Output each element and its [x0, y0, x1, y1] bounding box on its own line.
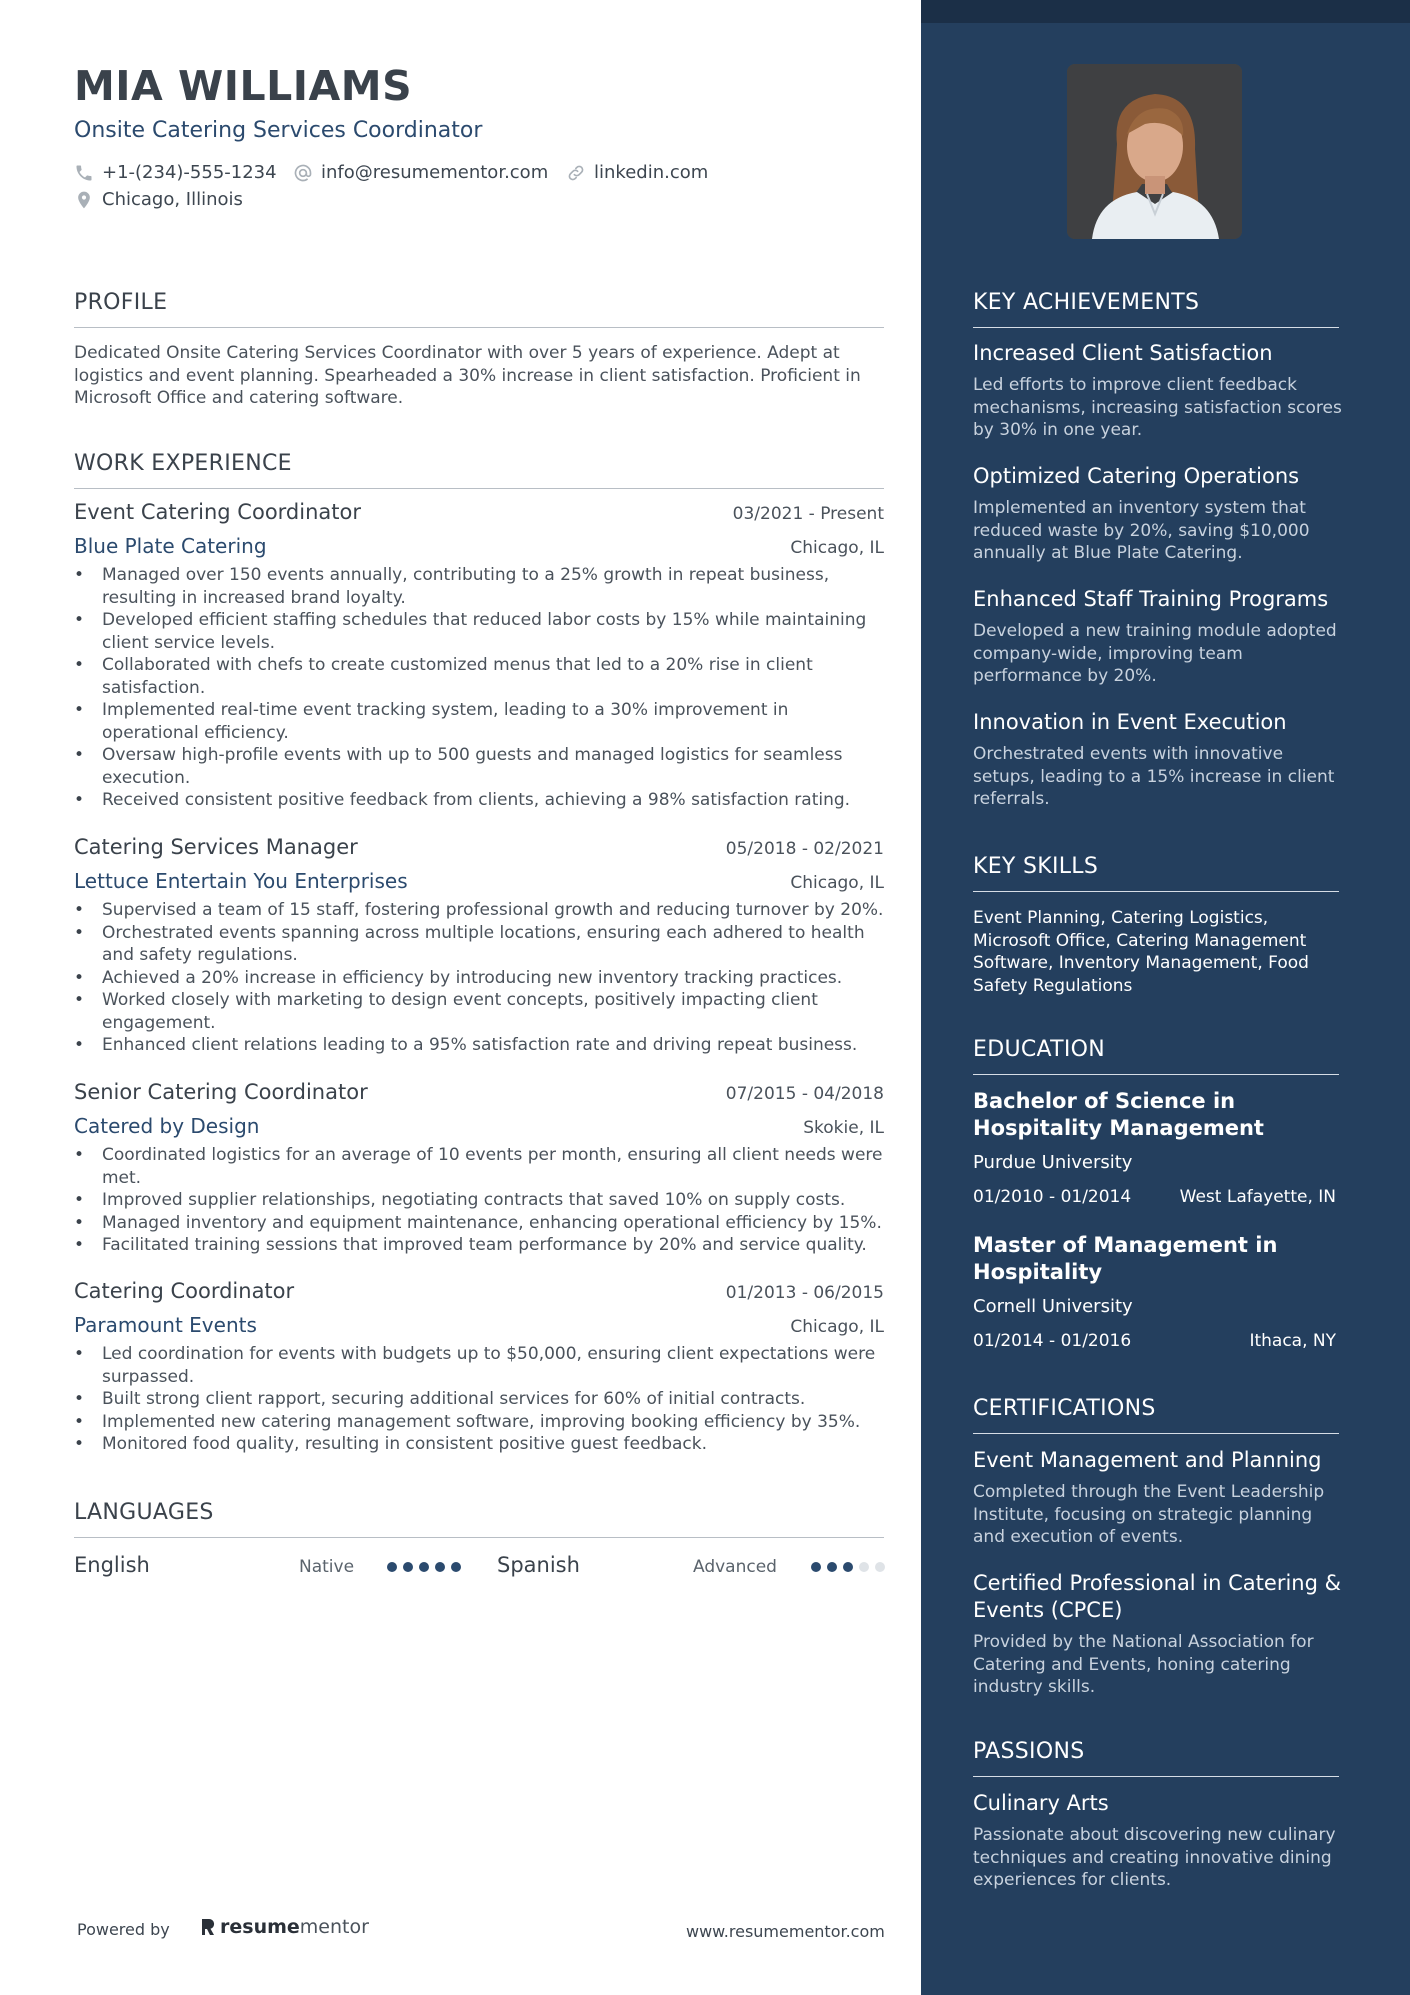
- job-bullets: [74, 1343, 884, 1456]
- education-heading: EDUCATION: [973, 1037, 1339, 1075]
- skills-heading: KEY SKILLS: [973, 854, 1339, 892]
- passions-heading: PASSIONS: [973, 1739, 1339, 1777]
- job-title: Catering Coordinator: [74, 1279, 295, 1303]
- phone-icon: [74, 163, 94, 183]
- linkedin-text[interactable]: linkedin.com: [594, 162, 709, 183]
- bullet-item: • Supervised a team of 15 staff, fostering professional growth and reducing turnover by 20%.: [74, 899, 884, 922]
- education-school: Cornell University: [973, 1296, 1133, 1317]
- bullet-item: • Orchestrated events spanning across multiple locations, ensuring each adhered to health and safety regulations.: [74, 922, 884, 967]
- achievement-title: Increased Client Satisfaction: [973, 341, 1273, 365]
- education-item: [973, 1088, 1343, 1207]
- language-level: Native: [299, 1557, 355, 1577]
- achievement-text: Orchestrated events with innovative setups, leading to a 15% increase in client referrals.: [973, 744, 1335, 809]
- link-icon: [566, 163, 586, 183]
- passion-text: Passionate about discovering new culinary techniques and creating innovative dining experiences for clients.: [973, 1825, 1336, 1890]
- bullet-item: • Developed efficient staffing schedules that reduced labor costs by 15% while maintaining client service levels.: [74, 609, 884, 654]
- education-location: Ithaca, NY: [1249, 1331, 1336, 1351]
- rating-dot-filled: [451, 1562, 461, 1572]
- certification-item: [973, 1447, 1343, 1549]
- contact-phone: [74, 162, 277, 183]
- job-entry: [74, 500, 884, 812]
- contact-linkedin[interactable]: [566, 162, 708, 183]
- bullet-item: • Oversaw high-profile events with up to 500 guests and managed logistics for seamless execution.: [74, 744, 884, 789]
- contact-email[interactable]: [293, 162, 548, 183]
- bullet-item: • Led coordination for events with budgets up to $50,000, ensuring client expectations were surpassed.: [74, 1343, 884, 1388]
- powered-by-label: Powered by: [77, 1920, 170, 1939]
- bullet-item: • Implemented new catering management software, improving booking efficiency by 35%.: [74, 1411, 884, 1434]
- resumementor-logo-icon: [199, 1917, 217, 1937]
- profile-summary: Dedicated Onsite Catering Services Coordinator with over 5 years of experience. Adept at logistics and event planning. Spearheaded a 30% increase in client satisfaction. Proficient in Microsoft Office and catering software.: [74, 343, 861, 408]
- achievement-title: Innovation in Event Execution: [973, 710, 1287, 734]
- certification-item: [973, 1570, 1343, 1699]
- bullet-item: • Improved supplier relationships, negotiating contracts that saved 10% on supply costs.: [74, 1189, 884, 1212]
- rating-dot-filled: [811, 1562, 821, 1572]
- bullet-item: • Collaborated with chefs to create customized menus that led to a 20% rise in client satisfaction.: [74, 654, 884, 699]
- certification-title: Event Management and Planning: [973, 1448, 1322, 1472]
- resumementor-logo: [199, 1916, 369, 1938]
- candidate-title: Onsite Catering Services Coordinator: [74, 118, 483, 143]
- education-school: Purdue University: [973, 1152, 1133, 1173]
- education-dates: 01/2010 - 01/2014: [973, 1187, 1132, 1207]
- profile-photo: [1067, 64, 1242, 239]
- achievement-text: Implemented an inventory system that reduced waste by 20%, saving $10,000 annually at Blue Plate Catering.: [973, 498, 1310, 563]
- at-icon: [293, 163, 313, 183]
- job-dates: 03/2021 - Present: [732, 504, 884, 524]
- rating-dot-filled: [827, 1562, 837, 1572]
- education-degree: Bachelor of Science in Hospitality Management: [973, 1089, 1264, 1140]
- rating-dot-empty: [875, 1562, 885, 1572]
- achievement-item: [973, 709, 1343, 811]
- achievement-title: Enhanced Staff Training Programs: [973, 587, 1329, 611]
- bullet-item: • Coordinated logistics for an average of 10 events per month, ensuring all client needs were met.: [74, 1144, 884, 1189]
- sidebar-top-band: [921, 0, 1410, 23]
- job-entry: [74, 1080, 884, 1257]
- job-location: Chicago, IL: [790, 1317, 884, 1337]
- bullet-item: • Managed inventory and equipment maintenance, enhancing operational efficiency by 15%.: [74, 1212, 884, 1235]
- logo-text-bold: resume: [220, 1916, 300, 1938]
- rating-dot-filled: [843, 1562, 853, 1572]
- bullet-item: • Facilitated training sessions that improved team performance by 20% and service quality.: [74, 1234, 884, 1257]
- language-rating: [811, 1562, 891, 1572]
- achievement-item: [973, 340, 1343, 442]
- bullet-item: • Worked closely with marketing to design event concepts, positively impacting client engagement.: [74, 989, 884, 1034]
- email-text[interactable]: info@resumementor.com: [321, 162, 549, 183]
- candidate-name: MIA WILLIAMS: [74, 62, 413, 110]
- job-dates: 01/2013 - 06/2015: [725, 1283, 884, 1303]
- job-entry: [74, 1279, 884, 1456]
- job-company: Paramount Events: [74, 1313, 257, 1337]
- job-company: Blue Plate Catering: [74, 534, 267, 558]
- rating-dot-filled: [387, 1562, 397, 1572]
- certification-title: Certified Professional in Catering & Events (CPCE): [973, 1571, 1341, 1622]
- job-title: Catering Services Manager: [74, 835, 358, 859]
- achievement-text: Developed a new training module adopted company-wide, improving team performance by 20%.: [973, 621, 1337, 686]
- job-bullets: [74, 1144, 884, 1257]
- languages-heading: LANGUAGES: [74, 1500, 884, 1538]
- profile-heading: PROFILE: [74, 290, 884, 328]
- portrait-image: [1067, 64, 1242, 239]
- job-dates: 07/2015 - 04/2018: [725, 1084, 884, 1104]
- job-bullets: [74, 564, 884, 812]
- rating-dot-filled: [419, 1562, 429, 1572]
- education-item: [973, 1232, 1343, 1351]
- language-level: Advanced: [693, 1557, 777, 1577]
- bullet-item: • Achieved a 20% increase in efficiency by introducing new inventory tracking practices.: [74, 967, 884, 990]
- bullet-item: • Implemented real-time event tracking system, leading to a 30% improvement in operational efficiency.: [74, 699, 884, 744]
- achievement-title: Optimized Catering Operations: [973, 464, 1300, 488]
- bullet-item: • Received consistent positive feedback from clients, achieving a 98% satisfaction rating.: [74, 789, 884, 812]
- bullet-item: • Monitored food quality, resulting in consistent positive guest feedback.: [74, 1433, 884, 1456]
- job-title: Event Catering Coordinator: [74, 500, 361, 524]
- job-title: Senior Catering Coordinator: [74, 1080, 368, 1104]
- job-location: Skokie, IL: [803, 1118, 884, 1138]
- languages-row: [74, 1553, 884, 1583]
- rating-dot-filled: [403, 1562, 413, 1572]
- rating-dot-empty: [859, 1562, 869, 1572]
- location-pin-icon: [74, 190, 94, 210]
- location-text: Chicago, Illinois: [102, 189, 243, 210]
- bullet-item: • Managed over 150 events annually, contributing to a 25% growth in repeat business, resulting in increased brand loyalty.: [74, 564, 884, 609]
- job-bullets: [74, 899, 884, 1057]
- education-degree: Master of Management in Hospitality: [973, 1233, 1278, 1284]
- job-company: Catered by Design: [74, 1114, 260, 1138]
- achievement-text: Led efforts to improve client feedback mechanisms, increasing satisfaction scores by 30% in one year.: [973, 375, 1342, 440]
- language-name: English: [74, 1553, 150, 1577]
- bullet-item: • Built strong client rapport, securing additional services for 60% of initial contracts.: [74, 1388, 884, 1411]
- job-entry: [74, 835, 884, 1057]
- passion-item: [973, 1790, 1343, 1892]
- job-dates: 05/2018 - 02/2021: [725, 839, 884, 859]
- job-location: Chicago, IL: [790, 538, 884, 558]
- education-location: West Lafayette, IN: [1179, 1187, 1336, 1207]
- logo-text-light: mentor: [299, 1916, 369, 1938]
- sidebar: [921, 0, 1410, 1995]
- skills-list: Event Planning, Catering Logistics, Microsoft Office, Catering Management Software, Inventory Management, Food Safety Regulations: [973, 908, 1309, 996]
- job-location: Chicago, IL: [790, 873, 884, 893]
- passion-title: Culinary Arts: [973, 1791, 1109, 1815]
- bullet-item: • Enhanced client relations leading to a 95% satisfaction rate and driving repeat business.: [74, 1034, 884, 1057]
- achievement-item: [973, 463, 1343, 565]
- achievements-heading: KEY ACHIEVEMENTS: [973, 290, 1339, 328]
- language-rating: [387, 1562, 467, 1572]
- certifications-heading: CERTIFICATIONS: [973, 1396, 1339, 1434]
- language-name: Spanish: [497, 1553, 580, 1577]
- phone-text: +1-(234)-555-1234: [102, 162, 277, 183]
- education-dates: 01/2014 - 01/2016: [973, 1331, 1132, 1351]
- experience-heading: WORK EXPERIENCE: [74, 451, 884, 489]
- footer-url[interactable]: www.resumementor.com: [686, 1922, 885, 1941]
- rating-dot-filled: [435, 1562, 445, 1572]
- achievement-item: [973, 586, 1343, 688]
- job-company: Lettuce Entertain You Enterprises: [74, 869, 408, 893]
- certification-text: Completed through the Event Leadership Institute, focusing on strategic planning and execution of events.: [973, 1482, 1325, 1547]
- contact-location: [74, 189, 243, 210]
- certification-text: Provided by the National Association for Catering and Events, honing catering industry skills.: [973, 1632, 1314, 1697]
